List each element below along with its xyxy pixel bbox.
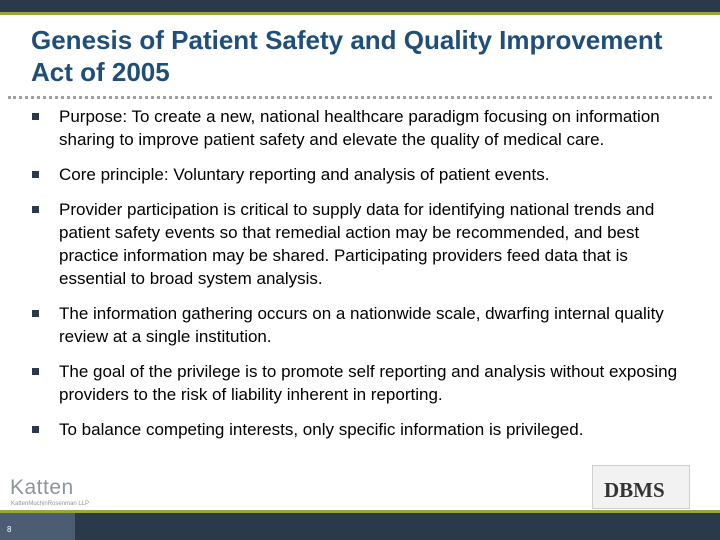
- katten-logo-subtitle: KattenMuchinRosenman LLP: [11, 501, 90, 507]
- top-bar: [0, 0, 720, 12]
- bullet-text: Provider participation is critical to supply data for identifying national trends and patient safety events so that remedial action may be recommended, and best practice information may be shared. Participating providers feed data that is essential to broad system analysis.: [59, 200, 655, 288]
- bullet-item: [32, 105, 692, 151]
- square-bullet-icon: [32, 171, 39, 178]
- dbms-logo: DBMS: [604, 478, 665, 502]
- square-bullet-icon: [32, 368, 39, 375]
- square-bullet-icon: [32, 310, 39, 317]
- bullet-item: [32, 302, 692, 348]
- square-bullet-icon: [32, 113, 39, 120]
- bullet-text: The goal of the privilege is to promote self reporting and analysis without exposing providers to the risk of liability inherent in reporting.: [59, 362, 678, 404]
- bullet-text: Core principle: Voluntary reporting and analysis of patient events.: [59, 165, 550, 184]
- top-accent-rule: [0, 12, 720, 15]
- page-number: 8: [7, 525, 12, 534]
- bullet-item: [32, 360, 692, 406]
- bullet-text: The information gathering occurs on a nationwide scale, dwarfing internal quality review at a single institution.: [59, 304, 664, 346]
- bullet-text: To balance competing interests, only specific information is privileged.: [59, 420, 584, 439]
- bullet-item: [32, 418, 692, 441]
- footer-bar: [0, 513, 720, 540]
- title-divider: [8, 96, 712, 99]
- bullet-item: [32, 198, 692, 290]
- square-bullet-icon: [32, 206, 39, 213]
- bullet-list: [32, 105, 692, 441]
- square-bullet-icon: [32, 426, 39, 433]
- bullet-text: Purpose: To create a new, national healthcare paradigm focusing on information sharing to improve patient safety and elevate the quality of medical care.: [59, 107, 660, 149]
- katten-logo: Katten: [10, 476, 74, 499]
- bullet-item: [32, 163, 692, 186]
- slide-title: Genesis of Patient Safety and Quality Improvement Act of 2005: [31, 25, 663, 87]
